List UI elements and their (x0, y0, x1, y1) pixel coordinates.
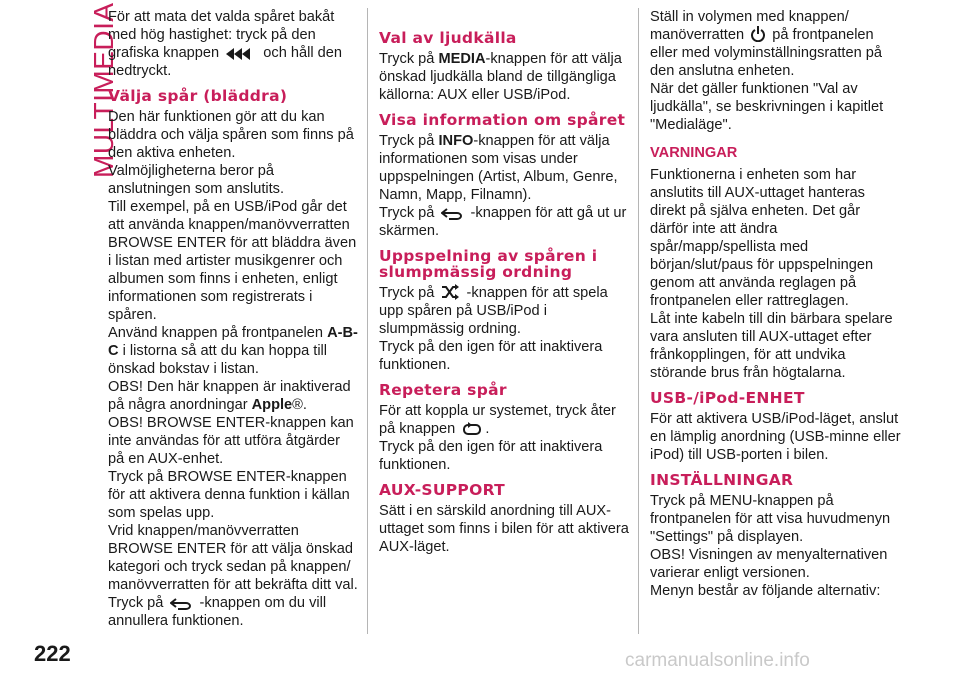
column-divider (638, 8, 639, 634)
paragraph: OBS! BROWSE ENTER-knappen kan inte användas för att utföra åtgärder på en AUX-enhet. (108, 415, 354, 467)
text: Använd knappen på frontpanelen (108, 325, 324, 341)
text: För att mata det valda spåret bakåt med hög hastighet: tryck på den grafiska knappen (108, 9, 335, 61)
paragraph (108, 8, 358, 80)
heading-usb: USB-/iPod-ENHET (650, 389, 805, 407)
column-2 (379, 8, 631, 556)
key-label: MEDIA (438, 51, 486, 67)
fast-rewind-icon (226, 48, 256, 60)
power-volume-icon (751, 26, 765, 42)
text: -knappen om du vill annullera funktionen. (108, 595, 327, 629)
paragraph: Den här funktionen gör att du kan bläddra och välja spåren som finns på den aktiva enheten. (108, 109, 354, 161)
paragraph: Funktionerna i enheten som har anslutits till AUX-uttaget hanteras direkt på själva enheten. Det går därför inte att ändra spår/mapp/spellista med början/slut/paus för uppspelningen genom att använda reglagen på frontpanelen eller rattreglagen. (650, 167, 874, 309)
heading-aux: AUX-SUPPORT (379, 481, 505, 499)
paragraph: Valmöjligheterna beror på anslutningen som anslutits. (108, 163, 285, 197)
text: ®. (292, 397, 307, 413)
text: Ställ in volymen med knappen/ manöverratten (650, 9, 849, 43)
paragraph (108, 378, 358, 414)
paragraph: Vrid knappen/manövverratten BROWSE ENTER för att välja önskad kategori och tryck sedan på knappen/ manövverratten för att bekräfta ditt val. (108, 523, 358, 593)
shuffle-icon (441, 284, 459, 300)
heading-warnings: VARNINGAR (650, 145, 738, 161)
text: -knappen för att välja informationen som visas under uppspelningen (Artist, Album, Genre, Namn, Mapp, Filnamn). (379, 133, 618, 203)
text: Tryck på (379, 133, 435, 149)
text: -knappen för att välja önskad ljudkälla bland de tillgängliga källorna: AUX eller USB/iPod. (379, 51, 622, 103)
paragraph: Tryck på BROWSE ENTER-knappen för att aktivera denna funktion i källan som spelas upp. (108, 469, 350, 521)
heading-random: Uppspelning av spåren i slumpmässig ordning (379, 247, 598, 281)
text: -knappen för att gå ut ur skärmen. (379, 205, 627, 239)
text: Tryck på (379, 285, 435, 301)
paragraph: Låt inte kabeln till din bärbara spelare vara ansluten till AUX-uttaget efter frånkopplingen, för att undvika störande brus från högtalarna. (650, 311, 893, 381)
text: För att koppla ur systemet, tryck åter på knappen (379, 403, 616, 437)
paragraph: Menyn består av följande alternativ: (650, 583, 881, 599)
paragraph (108, 594, 358, 630)
paragraph (379, 50, 631, 104)
paragraph (108, 324, 358, 378)
text: Tryck på (379, 51, 435, 67)
section-label-text: MULTIMEDIA (88, 2, 119, 178)
column-divider (367, 8, 368, 634)
column-3 (650, 8, 902, 600)
paragraph: Tryck på den igen för att inaktivera funktionen. (379, 339, 603, 373)
page-number: 222 (34, 641, 71, 666)
heading-track-info: Visa information om spåret (379, 111, 626, 129)
heading-settings: INSTÄLLNINGAR (650, 471, 794, 489)
paragraph (379, 284, 631, 338)
repeat-icon (462, 422, 482, 436)
paragraph (379, 402, 631, 438)
paragraph: Till exempel, på en USB/iPod går det att använda knappen/manövverratten BROWSE ENTER för att bläddra även i listan med artister musikgenrer och albumen som finns i enheten, enligt informationen som registrerats i spåren. (108, 199, 357, 323)
text: -knappen för att spela upp spåren på USB/iPod i slumpmässig ordning. (379, 285, 608, 337)
paragraph (379, 132, 631, 204)
text: . (485, 421, 490, 437)
paragraph: Tryck på MENU-knappen på frontpanelen för att visa huvudmenyn "Settings" på displayen. (650, 493, 891, 545)
paragraph (379, 204, 631, 240)
paragraph: OBS! Visningen av menyalternativen varierar enligt versionen. (650, 547, 888, 581)
text: på frontpanelen eller med volyminställningsratten på den anslutna enheten. (650, 27, 882, 79)
text: OBS! Den här knappen är inaktiverad på några anordningar (108, 379, 351, 413)
paragraph: När det gäller funktionen "Val av ljudkälla", se beskrivningen i kapitlet "Medialäge". (650, 81, 884, 133)
paragraph: För att aktivera USB/iPod-läget, anslut en lämplig anordning (USB-minne eller iPod) till USB-porten i bilen. (650, 411, 901, 463)
back-icon (170, 598, 192, 610)
brand-label: Apple (251, 397, 293, 413)
heading-repeat: Repetera spår (379, 381, 507, 399)
back-icon (441, 208, 463, 220)
text: och håll den nedtryckt. (108, 45, 342, 79)
text: Tryck på (379, 205, 435, 221)
key-label: INFO (438, 133, 474, 149)
heading-select-track: Välja spår (bläddra) (108, 87, 288, 105)
section-label (60, 2, 119, 178)
watermark: carmanualsonline.info (625, 650, 810, 671)
paragraph: Tryck på den igen för att inaktivera funktionen. (379, 439, 603, 473)
paragraph (650, 8, 902, 80)
text: i listorna så att du kan hoppa till önskad bokstav i listan. (108, 343, 328, 377)
text: Tryck på (108, 595, 164, 611)
column-1 (108, 8, 358, 630)
paragraph: Sätt i en särskild anordning till AUX-uttaget som finns i bilen för att aktivera AUX-läget. (379, 503, 629, 555)
key-label: A-B-C (108, 325, 358, 359)
heading-source: Val av ljudkälla (379, 29, 517, 47)
